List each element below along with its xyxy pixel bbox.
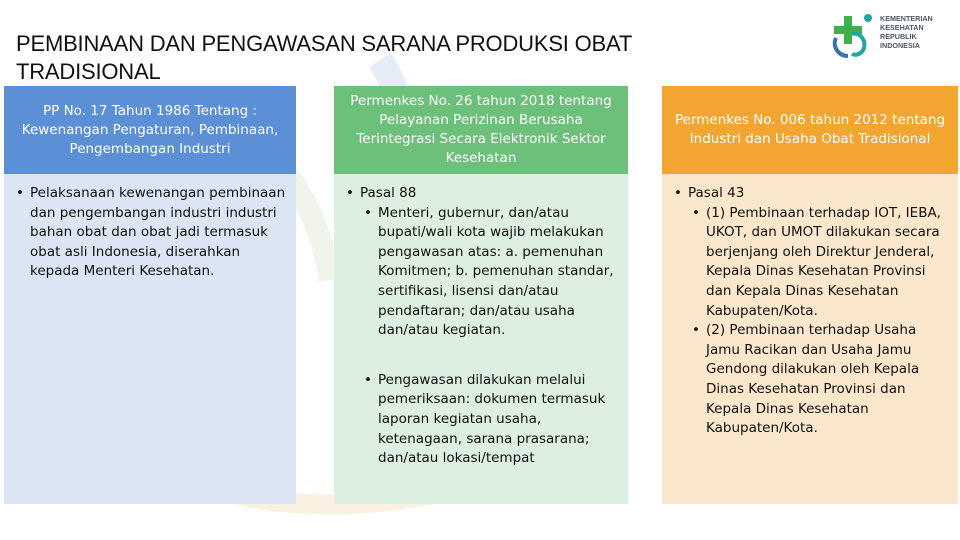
column-body (334, 174, 628, 504)
bullet-dot: • (692, 204, 700, 221)
logo-line-3: REPUBLIK (880, 32, 917, 41)
bullet-text: Pasal 88 (360, 185, 417, 201)
column-header: Permenkes No. 26 tahun 2018 tentang Pelayanan Perizinan Berusaha Terintegrasi Secara Elektronik Sektor Kesehatan (334, 86, 628, 174)
column-header: PP No. 17 Tahun 1986 Tentang : Kewenangan Pengaturan, Pembinaan, Pengembangan Industri (4, 86, 296, 174)
bullet-item (674, 184, 948, 204)
bullet-text: (1) Pembinaan terhadap IOT, IEBA, UKOT, dan UMOT dilakukan secara berjenjang oleh Direktur Jenderal, Kepala Dinas Kesehatan Provinsi dan Kepala Dinas Kesehatan Kabupaten/Kota. (706, 204, 941, 319)
logo-line-4: INDONESIA (880, 41, 920, 50)
column-permenkes-006-2012 (662, 86, 958, 504)
bullet-item (346, 184, 618, 204)
bullet-item (16, 184, 286, 282)
bullet-text: Pelaksanaan kewenangan pembinaan dan pengembangan industri industri bahan obat dan obat jadi termasuk obat asli Indonesia, diserahkan kepada Menteri Kesehatan. (30, 185, 286, 280)
bullet-item (346, 371, 618, 469)
logo-line-2: KESEHATAN (880, 23, 924, 32)
bullet-text: Menteri, gubernur, dan/atau bupati/wali kota wajib melakukan pengawasan atas: a. pemenuhan Komitmen; b. pemenuhan standar, sertifikasi, lisensi dan/atau pendaftaran; dan/atau usaha dan/atau kegiatan. (378, 204, 614, 339)
bullet-dot: • (364, 204, 372, 221)
bullet-item (674, 321, 948, 439)
bullet-item (346, 204, 618, 341)
bullet-dot: • (16, 185, 24, 201)
bullet-dot: • (674, 185, 682, 201)
logo-line-1: KEMENTERIAN (880, 14, 933, 23)
bullet-text: Pengawasan dilakukan melalui pemeriksaan: dokumen termasuk laporan kegiatan usaha, ketenagaan, sarana prasarana; dan/atau lokasi/tempat (378, 371, 606, 467)
page-title: PEMBINAAN DAN PENGAWASAN SARANA PRODUKSI OBAT TRADISIONAL (16, 31, 632, 84)
column-header: Permenkes No. 006 tahun 2012 tentang Industri dan Usaha Obat Tradisional (662, 86, 958, 174)
bullet-dot: • (692, 322, 700, 339)
column-pp-17-1986 (4, 86, 296, 504)
column-body (4, 174, 296, 504)
bullet-text: (2) Pembinaan terhadap Usaha Jamu Racikan dan Usaha Jamu Gendong dilakukan oleh Kepala Dinas Kesehatan Provinsi dan Kepala Dinas Kesehatan Kabupaten/Kota. (706, 322, 920, 437)
bullet-item (674, 204, 948, 322)
logo-text (880, 14, 958, 50)
bullet-dot: • (364, 371, 372, 388)
bullet-text: Pasal 43 (688, 185, 745, 201)
column-permenkes-26-2018 (334, 86, 628, 504)
bullet-dot: • (346, 185, 354, 201)
column-body (662, 174, 958, 504)
